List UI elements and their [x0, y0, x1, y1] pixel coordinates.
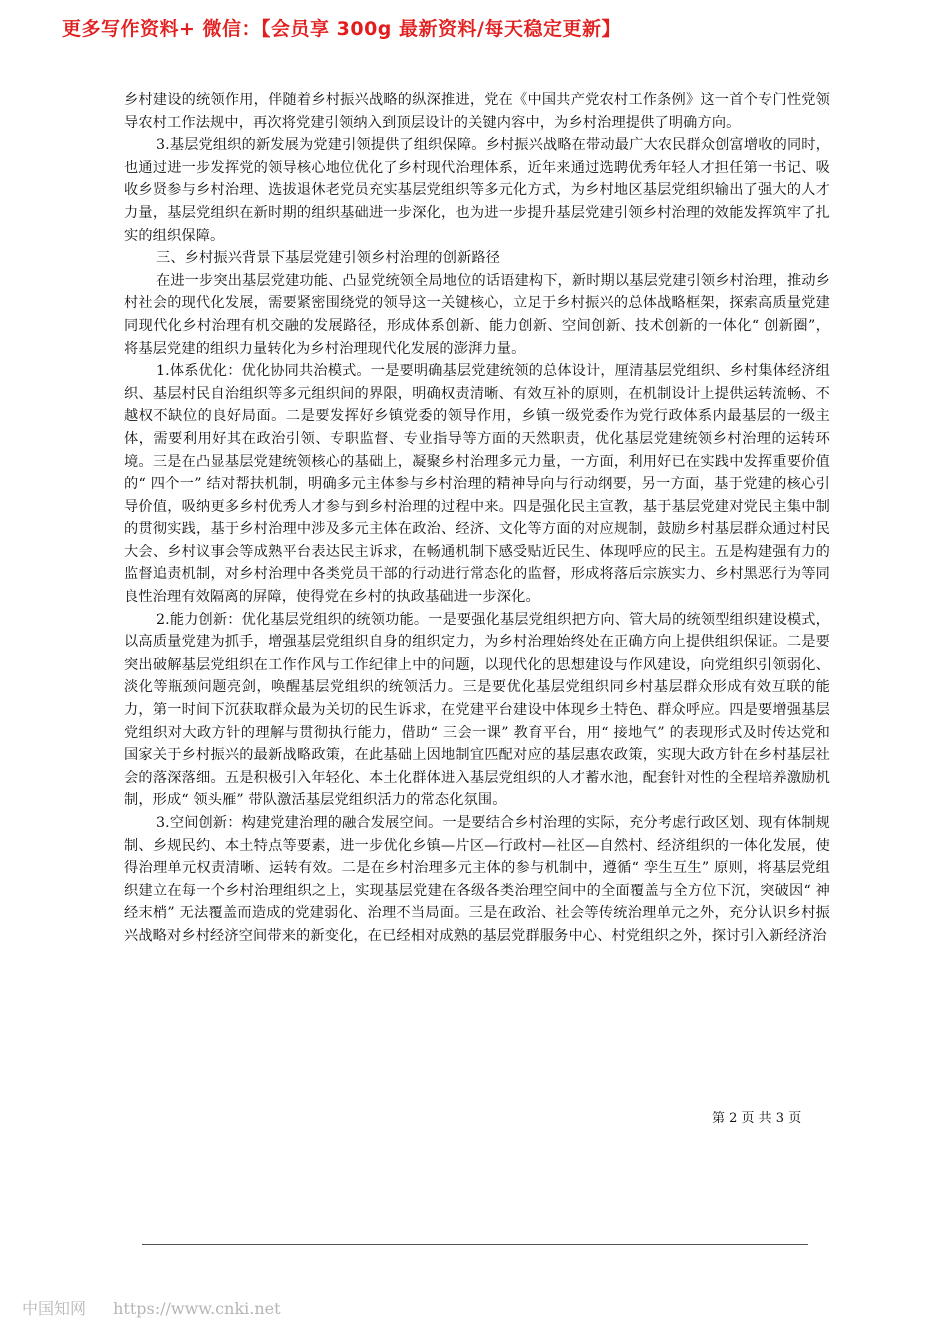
- watermark-url: https://www.cnki.net: [113, 1299, 281, 1318]
- paragraph-space-innovation: 3.空间创新：构建党建治理的融合发展空间。一是要结合乡村治理的实际，充分考虑行政区划、现有体制规制、乡规民约、本土特点等要素，进一步优化乡镇—片区—行政村—社区—自然村、经济组织的一体化发展，使得治理单元权责清晰、运转有效。二是在乡村治理多元主体的参与机制中，遵循“ 孪生互生” 原则，将基层党组织建立在每一个乡村治理组织之上，实现基层党建在各级各类治理空间中的全面覆盖与全方位下沉，突破因“ 神经末梢” 无法覆盖而造成的党建弱化、治理不当局面。三是在政治、社会等传统治理单元之外，充分认识乡村振兴战略对乡村经济空间带来的新变化，在已经相对成熟的基层党群服务中心、村党组织之外，探讨引入新经济治: [124, 815, 830, 944]
- paragraph-organization-guarantee: 3.基层党组织的新发展为党建引领提供了组织保障。乡村振兴战略在带动最广大农民群众创富增收的同时，也通过进一步发挥党的领导核心地位优化了乡村现代治理体系，近年来通过选聘优秀年轻人才担任第一书记、吸收乡贤参与乡村治理、选拔退休老党员充实基层党组织等多元化方式，为乡村地区基层党组织输出了强大的人才力量，基层党组织在新时期的组织基础进一步深化，也为进一步提升基层党建引领乡村治理的效能发挥筑牢了扎实的组织保障。: [124, 137, 830, 244]
- page-number: 第 2 页 共 3 页: [712, 1111, 802, 1126]
- paragraph-system-optimization: 1.体系优化：优化协同共治模式。一是要明确基层党建统领的总体设计，厘清基层党组织、乡村集体经济组织、基层村民自治组织等多元组织间的界限，明确权责清晰、有效互补的原则，在机制设计上提供运转流畅、不越权不缺位的良好局面。二是要发挥好乡镇党委的领导作用，乡镇一级党委作为党行政体系内最基层的一级主体，需要利用好其在政治引领、专职监督、专业指导等方面的天然职责，优化基层党建统领乡村治理的运转环境。三是在凸显基层党建统领核心的基础上，凝聚乡村治理多元力量，一方面，利用好已在实践中发挥重要价值的“ 四个一” 结对帮扶机制，明确多元主体参与乡村治理的精神导向与行动纲要，另一方面，基于党建的核心引导价值，吸纳更多乡村优秀人才参与到乡村治理的过程中来。四是强化民主宣教，基于基层党建对党民主集中制的贯彻实践，基于乡村治理中涉及多元主体在政治、经济、文化等方面的对应规制，鼓励乡村基层群众通过村民大会、乡村议事会等成熟平台表达民主诉求，在畅通机制下感受贴近民生、体现呼应的民主。五是构建强有力的监督追责机制，对乡村治理中各类党员干部的行动进行常态化的监督，形成将落后宗族实力、乡村黑恶行为等同良性治理有效隔离的屏障，使得党在乡村的执政基础进一步深化。: [124, 363, 830, 606]
- footer-divider: [142, 1244, 808, 1245]
- document-body: [124, 89, 830, 948]
- promo-banner: 更多写作资料+ 微信：【会员享 300g 最新资料/每天稳定更新】: [62, 18, 621, 40]
- paragraph-continuation: 乡村建设的统领作用，伴随着乡村振兴战略的纵深推进，党在《中国共产党农村工作条例》这一首个专门性党领导农村工作法规中，再次将党建引领纳入到顶层设计的关键内容中，为乡村治理提供了明确方向。: [124, 92, 830, 131]
- paragraph-capability-innovation: 2.能力创新：优化基层党组织的统领功能。一是要强化基层党组织把方向、管大局的统领型组织建设模式，以高质量党建为抓手，增强基层党组织自身的组织定力，为乡村治理始终处在正确方向上提供组织保证。二是要突出破解基层党组织在工作作风与工作纪律上中的问题，以现代化的思想建设与作风建设，向党组织引领弱化、淡化等瓶颈问题亮剑，唤醒基层党组织的统领活力。三是要优化基层党组织同乡村基层群众形成有效互联的能力，第一时间下沉获取群众最为关切的民生诉求，在党建平台建设中体现乡土特色、群众呼应。四是要增强基层党组织对大政方针的理解与贯彻执行能力，借助“ 三会一课” 教育平台，用“ 接地气” 的表现形式及时传达党和国家关于乡村振兴的最新战略政策，在此基础上因地制宜匹配对应的基层惠农政策，实现大政方针在乡村基层社会的落深落细。五是积极引入年轻化、本土化群体进入基层党组织的人才蓄水池，配套针对性的全程培养激励机制，形成“ 领头雁” 带队激活基层党组织活力的常态化氛围。: [124, 611, 830, 809]
- paragraph-section-intro: 在进一步突出基层党建功能、凸显党统领全局地位的话语建构下，新时期以基层党建引领乡村治理，推动乡村社会的现代化发展，需要紧密围绕党的领导这一关键核心，立足于乡村振兴的总体战略框架，探索高质量党建同现代化乡村治理有机交融的发展路径，形成体系创新、能力创新、空间创新、技术创新的一体化“ 创新圈”，将基层党建的组织力量转化为乡村治理现代化发展的澎湃力量。: [124, 272, 830, 357]
- section-heading: 三、乡村振兴背景下基层党建引领乡村治理的创新路径: [156, 250, 501, 267]
- cnki-watermark: [22, 1296, 281, 1319]
- watermark-site-name: 中国知网: [22, 1299, 87, 1318]
